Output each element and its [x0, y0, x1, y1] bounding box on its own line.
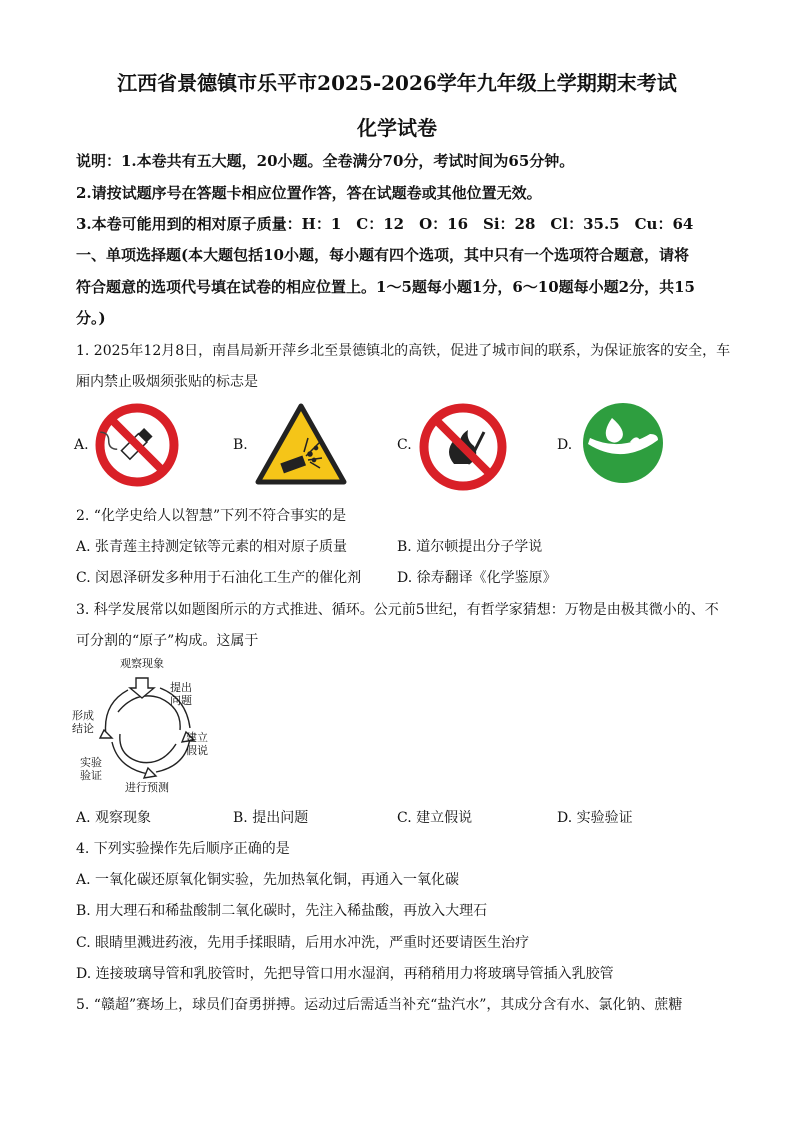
q2-option-a: A. 张青莲主持测定铱等元素的相对原子质量	[76, 539, 348, 555]
q4-option-d: D. 连接玻璃导管和乳胶管时，先把导管口用水湿润，再稍稍用力将玻璃导管插入乳胶管	[76, 966, 614, 982]
no-smoking-sign-icon	[94, 402, 180, 488]
q5-stem-line-1: 5. “赣超”赛场上，球员们奋勇拼搏。运动过后需适当补充“盐汽水”，其成分含有水、氯化钠、蔗糖	[76, 997, 683, 1013]
explosive-warning-sign-icon	[254, 402, 348, 486]
section1-line-3: 分。)	[76, 309, 106, 327]
q3-option-d: D. 实验验证	[557, 810, 633, 826]
cycle-label-verify: 实验 验证	[80, 756, 102, 782]
exam-title: 江西省景德镇市乐平市2025-2026学年九年级上学期期末考试	[117, 71, 677, 95]
q1-stem-line-1: 1. 2025年12月8日，南昌局新开萍乡北至景德镇北的高铁，促进了城市间的联系，为保证旅客的安全，车	[76, 343, 731, 359]
note-line-1: 说明：1.本卷共有五大题，20小题。全卷满分70分，考试时间为65分钟。	[76, 152, 575, 170]
note-line-3: 3.本卷可能用到的相对原子质量：H：1 C：12 O：16 Si：28 Cl：35.5 Cu：64	[76, 215, 694, 233]
no-open-flame-sign-icon	[418, 402, 508, 492]
note-line-2: 2.请按试题序号在答题卡相应位置作答，答在试题卷或其他位置无效。	[76, 184, 542, 202]
q3-option-c: C. 建立假说	[397, 810, 473, 826]
cycle-label-predict: 进行预测	[125, 781, 169, 794]
q4-stem: 4. 下列实验操作先后顺序正确的是	[76, 841, 290, 857]
cycle-label-observe: 观察现象	[120, 657, 164, 670]
q1-option-c-label: C.	[397, 437, 412, 453]
q4-option-b: B. 用大理石和稀盐酸制二氧化碳时，先注入稀盐酸，再放入大理石	[76, 903, 488, 919]
q1-stem-line-2: 厢内禁止吸烟须张贴的标志是	[76, 374, 258, 390]
q4-option-c: C. 眼睛里溅进药液，先用手揉眼睛，后用水冲洗，严重时还要请医生治疗	[76, 935, 530, 951]
cycle-label-hypothesis: 建立 假说	[186, 731, 208, 757]
q3-stem-line-2: 可分割的“原子”构成。这属于	[76, 633, 259, 649]
q2-option-c: C. 闵恩泽研发多种用于石油化工生产的催化剂	[76, 570, 362, 586]
cycle-label-conclude: 形成 结论	[72, 709, 94, 735]
q1-option-b-label: B.	[233, 437, 248, 453]
section1-line-1: 一、单项选择题(本大题包括10小题，每小题有四个选项，其中只有一个选项符合题意，请将	[76, 246, 689, 264]
q4-option-a: A. 一氧化碳还原氧化铜实验，先加热氧化铜，再通入一氧化碳	[76, 872, 460, 888]
q2-option-d: D. 徐寿翻译《化学鉴原》	[397, 570, 557, 586]
q2-option-b: B. 道尔顿提出分子学说	[397, 539, 543, 555]
q1-option-d-label: D.	[557, 437, 573, 453]
cycle-label-ask: 提出 问题	[170, 681, 192, 707]
q3-option-a: A. 观察现象	[76, 810, 152, 826]
q2-stem: 2. “化学史给人以智慧”下列不符合事实的是	[76, 508, 347, 524]
exam-subtitle: 化学试卷	[357, 116, 437, 140]
q3-option-b: B. 提出问题	[233, 810, 309, 826]
q1-option-a-label: A.	[74, 437, 89, 453]
q3-stem-line-1: 3. 科学发展常以如题图所示的方式推进、循环。公元前5世纪，有哲学家猜想：万物是由极其微小的、不	[76, 602, 719, 618]
water-saving-sign-icon	[582, 402, 664, 484]
section1-line-2: 符合题意的选项代号填在试卷的相应位置上。1～5题每小题1分，6～10题每小题2分，共15	[76, 278, 695, 296]
